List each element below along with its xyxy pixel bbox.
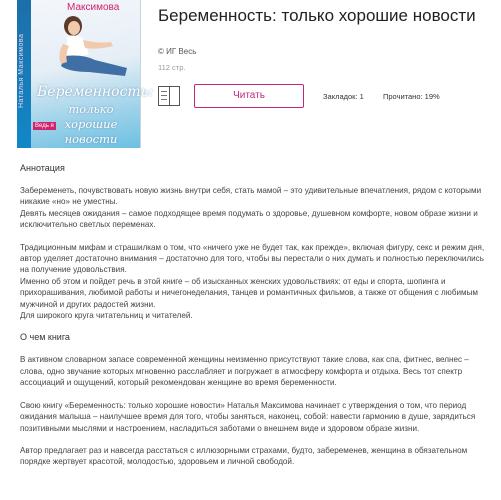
bookmark-count[interactable]: Закладок: 1: [323, 92, 364, 101]
annotation-text: [20, 185, 490, 321]
page-count: 112 стр.: [158, 63, 186, 72]
book-title: Беременность: только хорошие новости: [158, 6, 476, 25]
cover-series-badge: Ведь я: [35, 123, 54, 129]
annotation-paragraph: Для широкого круга читательниц и читателей.: [20, 311, 193, 321]
cover-title-line2: только хорошие: [64, 102, 118, 131]
read-button[interactable]: Читать: [194, 84, 304, 108]
cover-title-line3: новости: [64, 132, 118, 146]
cover-spine-text: Наталья Максимова: [18, 33, 25, 109]
annotation-paragraph: Забеременеть, почувствовать новую жизнь внутри себя, стать мамой – это удивительные впечатления, рядом с которыми никакие «но» не уместны.: [20, 186, 482, 207]
about-heading: О чем книга: [20, 332, 70, 343]
cover-title-line1: Беременность:: [37, 84, 154, 100]
about-text: [20, 354, 490, 467]
annotation-paragraph: Именно об этом и пойдет речь в этой книге – об изысканных женских удовольствиях: от еды и спорта, шопинга и прихорашивания, любимой работы и ничегонеделания, танцев и романтичных фильмов, а также от общения с любимым мужчиной и других радостей жизни.: [20, 276, 478, 309]
cover-author: Максимова: [67, 2, 120, 13]
about-paragraph: Автор предлагает раз и навсегда расстаться с иллюзорными страхами, будто, забеременев, женщина в обязательном порядке жертвует красотой, молодостью, здоровьем и личной свободой.: [20, 445, 468, 467]
cover-title-lines: [41, 102, 141, 147]
about-paragraph: В активном словарном запасе современной женщины неизменно присутствуют такие слова, как спа, фитнес, велнес – слова, одно звучание которых мгновенно расслабляет и погружает в атмосферу комфорта и отдыха. Весь тот спектр ассоциаций и ощущений, который рекомендован женщине во время беременности.: [20, 355, 469, 388]
cover-woman-illustration: [39, 14, 129, 78]
book-cover[interactable]: [17, 0, 154, 148]
publisher[interactable]: © ИГ Весь: [158, 47, 197, 56]
read-progress: Прочитано: 19%: [383, 92, 440, 101]
book-description: [20, 163, 490, 468]
annotation-paragraph: Традиционным мифам и страшилкам о том, что «ничего уже не будет так, как прежде», включая фигуру, секс и режим дня, автор уделяет достаточно внимания – достаточно для того, чтобы вы перестали о них думать и полностью переключились на получение удовольствия.: [20, 242, 485, 275]
book-icon[interactable]: [158, 86, 180, 106]
cover-spine: [17, 0, 31, 148]
annotation-heading: Аннотация: [20, 163, 65, 173]
annotation-paragraph: Девять месяцев ожидания – самое подходящее время подумать о здоровье, душевном комфорте, новом образе жизни и исключительно светлых переменах.: [20, 208, 478, 230]
about-paragraph: Свою книгу «Беременность: только хорошие новости» Наталья Максимова начинает с утверждения о том, что период ожидания малыша – наилучшее время для того, чтобы заняться, наконец, собой: навести гармонию в душе, зарядиться позитивными мыслями и настроением, насладиться заботами о внешнем виде и здоровом образе жизни.: [20, 400, 476, 433]
